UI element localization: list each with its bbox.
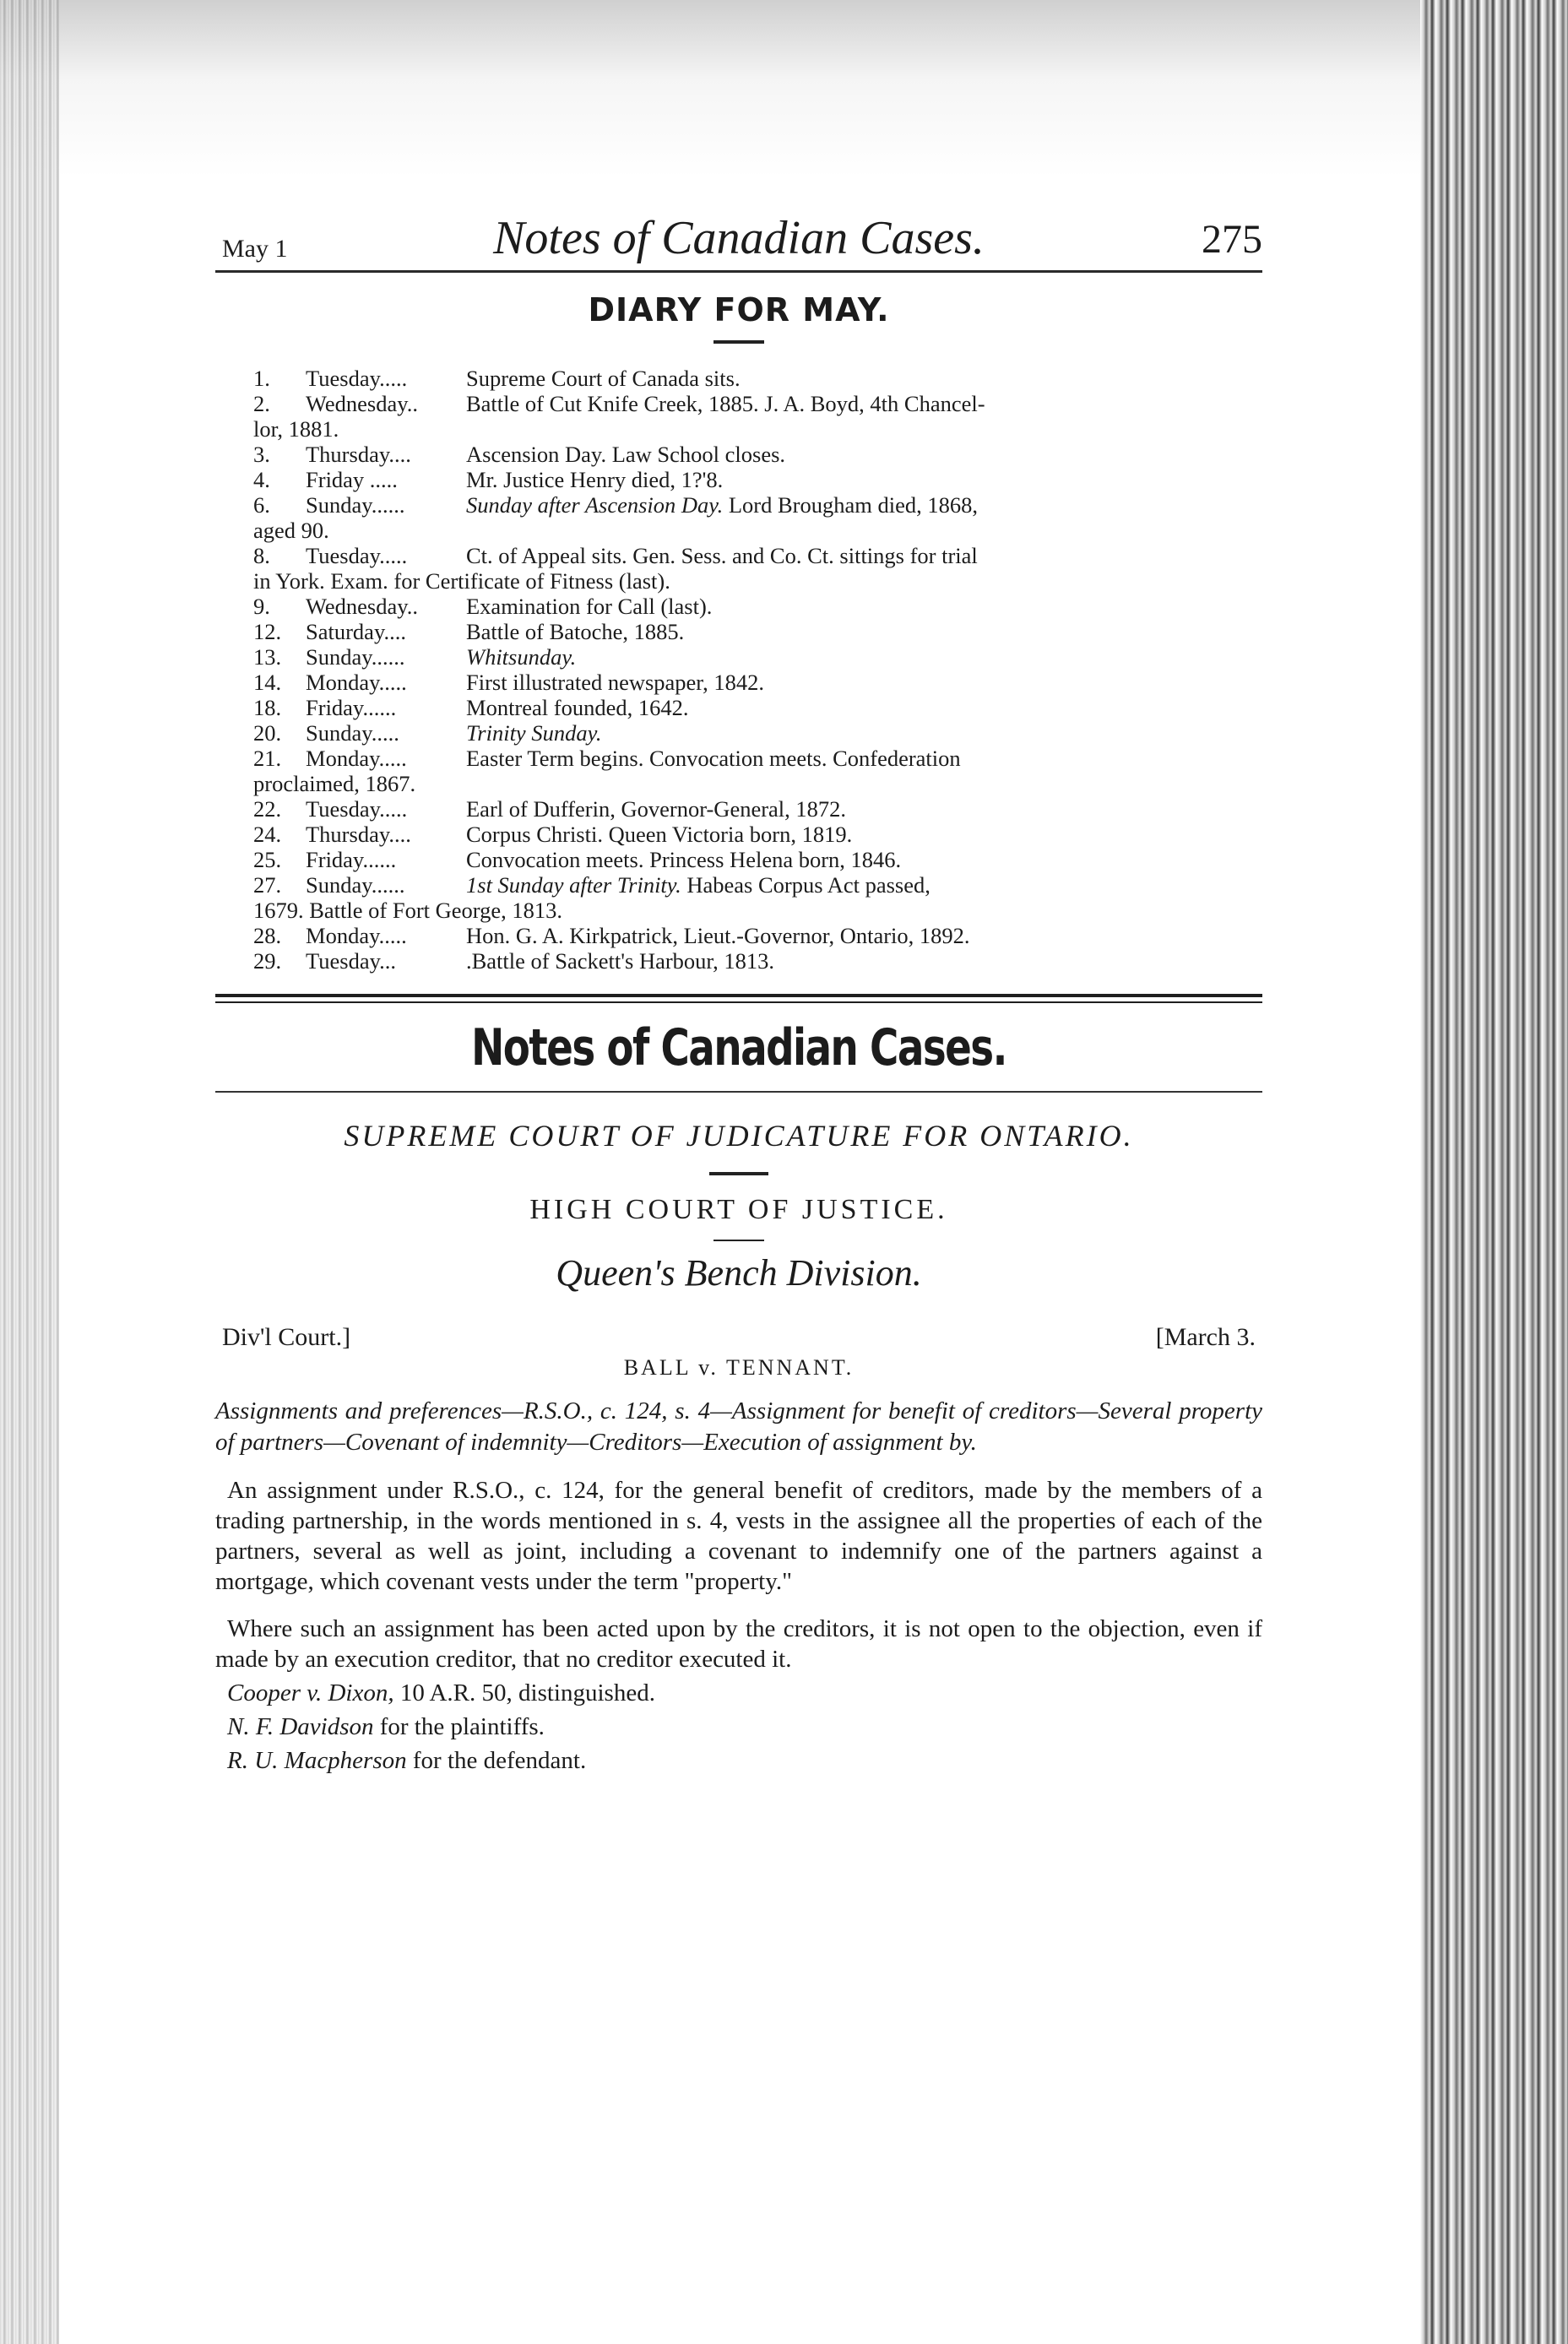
diary-entry-line [253,366,1262,391]
citation-line [227,1678,1262,1708]
diary-weekday: Sunday..... [306,720,399,746]
diary-weekday: Friday...... [306,847,397,872]
case-headnote: Assignments and preferences—R.S.O., c. 124, s. 4—Assignment for benefit of creditors—Several property of partners—Covenant of indemnity—Creditors—Execution of assignment by. [215,1397,1262,1456]
diary-entry [253,670,1262,695]
diary-day-number: 29. [253,948,282,974]
diary-event [466,644,1262,670]
diary-entry [253,442,1262,467]
case-date: [March 3. [1155,1323,1256,1351]
counsel-role: for the plaintiffs. [373,1713,545,1740]
diary-event-continuation: aged 90. [253,518,329,543]
diary-entry [253,872,1262,923]
double-divider [215,994,1262,1003]
diary-entry-line [253,796,1262,822]
diary-entry-line [253,948,1262,974]
diary-event: Ascension Day. Law School closes. [466,442,786,467]
diary-weekday: Tuesday... [306,948,396,974]
diary-event: Convocation meets. Princess Helena born, 1846. [466,847,902,872]
diary-day-number: 2. [253,391,270,416]
case-court: Div'l Court.] [222,1323,351,1351]
diary-weekday: Tuesday..... [306,366,408,391]
diary-event: Earl of Dufferin, Governor-General, 1872. [466,796,847,822]
diary-weekday: Friday ..... [306,467,398,492]
diary-weekday: Wednesday.. [306,594,419,619]
case-name: BALL v. TENNANT. [623,1355,855,1380]
divider [709,1172,768,1175]
diary-entry [253,619,1262,644]
diary-event: Corpus Christi. Queen Victoria born, 1819. [466,822,853,847]
diary-event-continuation: in York. Exam. for Certificate of Fitness (last). [253,568,670,594]
divider [713,340,764,344]
diary-day-number: 6. [253,492,270,518]
header-title: Notes of Canadian Cases. [493,212,985,264]
diary-day-number: 1. [253,366,270,391]
division-name: Queen's Bench Division. [556,1252,922,1294]
diary-weekday: Tuesday..... [306,796,408,822]
counsel-name: R. U. Macpherson [227,1747,407,1774]
diary-weekday: Monday..... [306,746,407,771]
diary-event-continuation: 1679. Battle of Fort George, 1813. [253,898,563,923]
diary-day-number: 27. [253,872,282,898]
diary-event-continuation: proclaimed, 1867. [253,771,416,796]
diary-title: DIARY FOR MAY. [588,291,890,328]
diary-day-number: 9. [253,594,270,619]
counsel-name: N. F. Davidson [227,1713,374,1740]
diary-entry-line [253,695,1262,720]
diary-weekday: Sunday...... [306,492,405,518]
diary-entry-line [253,847,1262,872]
diary-entry [253,391,1262,442]
diary-entry [253,492,1262,543]
diary-event-continuation: lor, 1881. [253,416,339,442]
counsel-line [227,1745,1262,1776]
diary-weekday: Monday..... [306,923,407,948]
diary-entry [253,594,1262,619]
diary-day-number: 28. [253,923,282,948]
page [215,211,1262,1776]
diary-weekday: Sunday...... [306,644,405,670]
diary-entry [253,847,1262,872]
diary-day-number: 24. [253,822,282,847]
diary-event: Montreal founded, 1642. [466,695,689,720]
diary-entry-line [253,391,1262,416]
diary-event-italic: Trinity Sunday. [466,720,602,746]
diary-entry-line [253,923,1262,948]
diary-event-italic: Sunday after Ascension Day. [466,492,724,518]
diary-event: .Battle of Sackett's Harbour, 1813. [466,948,775,974]
diary-event: Battle of Cut Knife Creek, 1885. J. A. Boyd, 4th Chancel- [466,391,985,416]
running-header [215,211,1262,273]
diary-event: Supreme Court of Canada sits. [466,366,741,391]
diary-entry [253,948,1262,974]
scan-left-edge [0,0,59,2344]
diary-entry [253,695,1262,720]
diary-weekday: Sunday...... [306,872,405,898]
diary-day-number: 25. [253,847,282,872]
diary-weekday: Saturday.... [306,619,406,644]
diary-weekday: Thursday.... [306,442,411,467]
diary-entry-line [253,670,1262,695]
diary-entry-line [253,543,1262,568]
diary-entry [253,644,1262,670]
case-header [215,1323,1262,1391]
diary-entry [253,720,1262,746]
diary-entry-line [253,644,1262,670]
diary-entry-line [253,467,1262,492]
diary-event-italic: 1st Sunday after Trinity. [466,872,681,898]
diary-day-number: 22. [253,796,282,822]
diary-day-number: 8. [253,543,270,568]
diary-event: Ct. of Appeal sits. Gen. Sess. and Co. Ct. sittings for trial [466,543,978,568]
diary-event [466,492,1262,518]
diary-day-number: 12. [253,619,282,644]
diary-event-text: Habeas Corpus Act passed, [681,872,930,898]
diary-event: Mr. Justice Henry died, 1?'8. [466,467,724,492]
counsel-role: for the defendant. [406,1747,587,1774]
case-paragraph: Where such an assignment has been acted upon by the creditors, it is not open to the objection, even if made by an execution creditor, that no creditor executed it. [215,1615,1262,1673]
diary-weekday: Tuesday..... [306,543,408,568]
diary-entry-line [253,492,1262,518]
counsel-line [227,1712,1262,1742]
high-court: HIGH COURT OF JUSTICE. [529,1194,948,1225]
diary-day-number: 18. [253,695,282,720]
diary-weekday: Monday..... [306,670,407,695]
diary-event: Battle of Batoche, 1885. [466,619,685,644]
diary-entry-line [253,594,1262,619]
page-number: 275 [1202,217,1262,262]
diary-event [466,720,1262,746]
citation-text: 10 A.R. 50, distinguished. [393,1679,655,1706]
diary-entry-line [253,872,1262,898]
divider [713,1240,764,1241]
diary-entry [253,543,1262,594]
section-title: Notes of Canadian Cases. [471,1018,1006,1077]
diary-day-number: 20. [253,720,282,746]
diary-weekday: Wednesday.. [306,391,419,416]
scan-top-shadow [0,0,1568,177]
diary-event: First illustrated newspaper, 1842. [466,670,764,695]
diary-event: Hon. G. A. Kirkpatrick, Lieut.-Governor, Ontario, 1892. [466,923,970,948]
divider [215,1091,1262,1093]
diary-day-number: 13. [253,644,282,670]
diary-list [253,366,1262,974]
citation-case: Cooper v. Dixon, [227,1679,394,1706]
scan-right-edge [1420,0,1568,2344]
diary-entry [253,923,1262,948]
diary-entry-line [253,746,1262,771]
diary-event-italic: Whitsunday. [466,644,577,670]
diary-entry-line [253,720,1262,746]
header-date: May 1 [222,235,288,263]
diary-entry-line [253,442,1262,467]
diary-event-text: Lord Brougham died, 1868, [723,492,978,518]
diary-weekday: Friday...... [306,695,397,720]
diary-day-number: 3. [253,442,270,467]
diary-weekday: Thursday.... [306,822,411,847]
diary-entry [253,467,1262,492]
diary-event: Easter Term begins. Convocation meets. Confederation [466,746,961,771]
diary-entry [253,366,1262,391]
diary-entry [253,796,1262,822]
case-paragraph: An assignment under R.S.O., c. 124, for the general benefit of creditors, made by the members of a trading partnership, in the words mentioned in s. 4, vests in the assignee all the properties of each of the partners, several as well as joint, including a covenant to indemnify one of the partners against a mortgage, which covenant vests under the term "property." [215,1477,1262,1595]
diary-entry [253,822,1262,847]
diary-entry-line [253,619,1262,644]
diary-day-number: 4. [253,467,270,492]
diary-event [466,872,1262,898]
diary-entry-line [253,822,1262,847]
diary-entry [253,746,1262,796]
diary-event: Examination for Call (last). [466,594,713,619]
diary-day-number: 21. [253,746,282,771]
diary-day-number: 14. [253,670,282,695]
court-name: SUPREME COURT OF JUDICATURE FOR ONTARIO. [344,1119,1134,1153]
